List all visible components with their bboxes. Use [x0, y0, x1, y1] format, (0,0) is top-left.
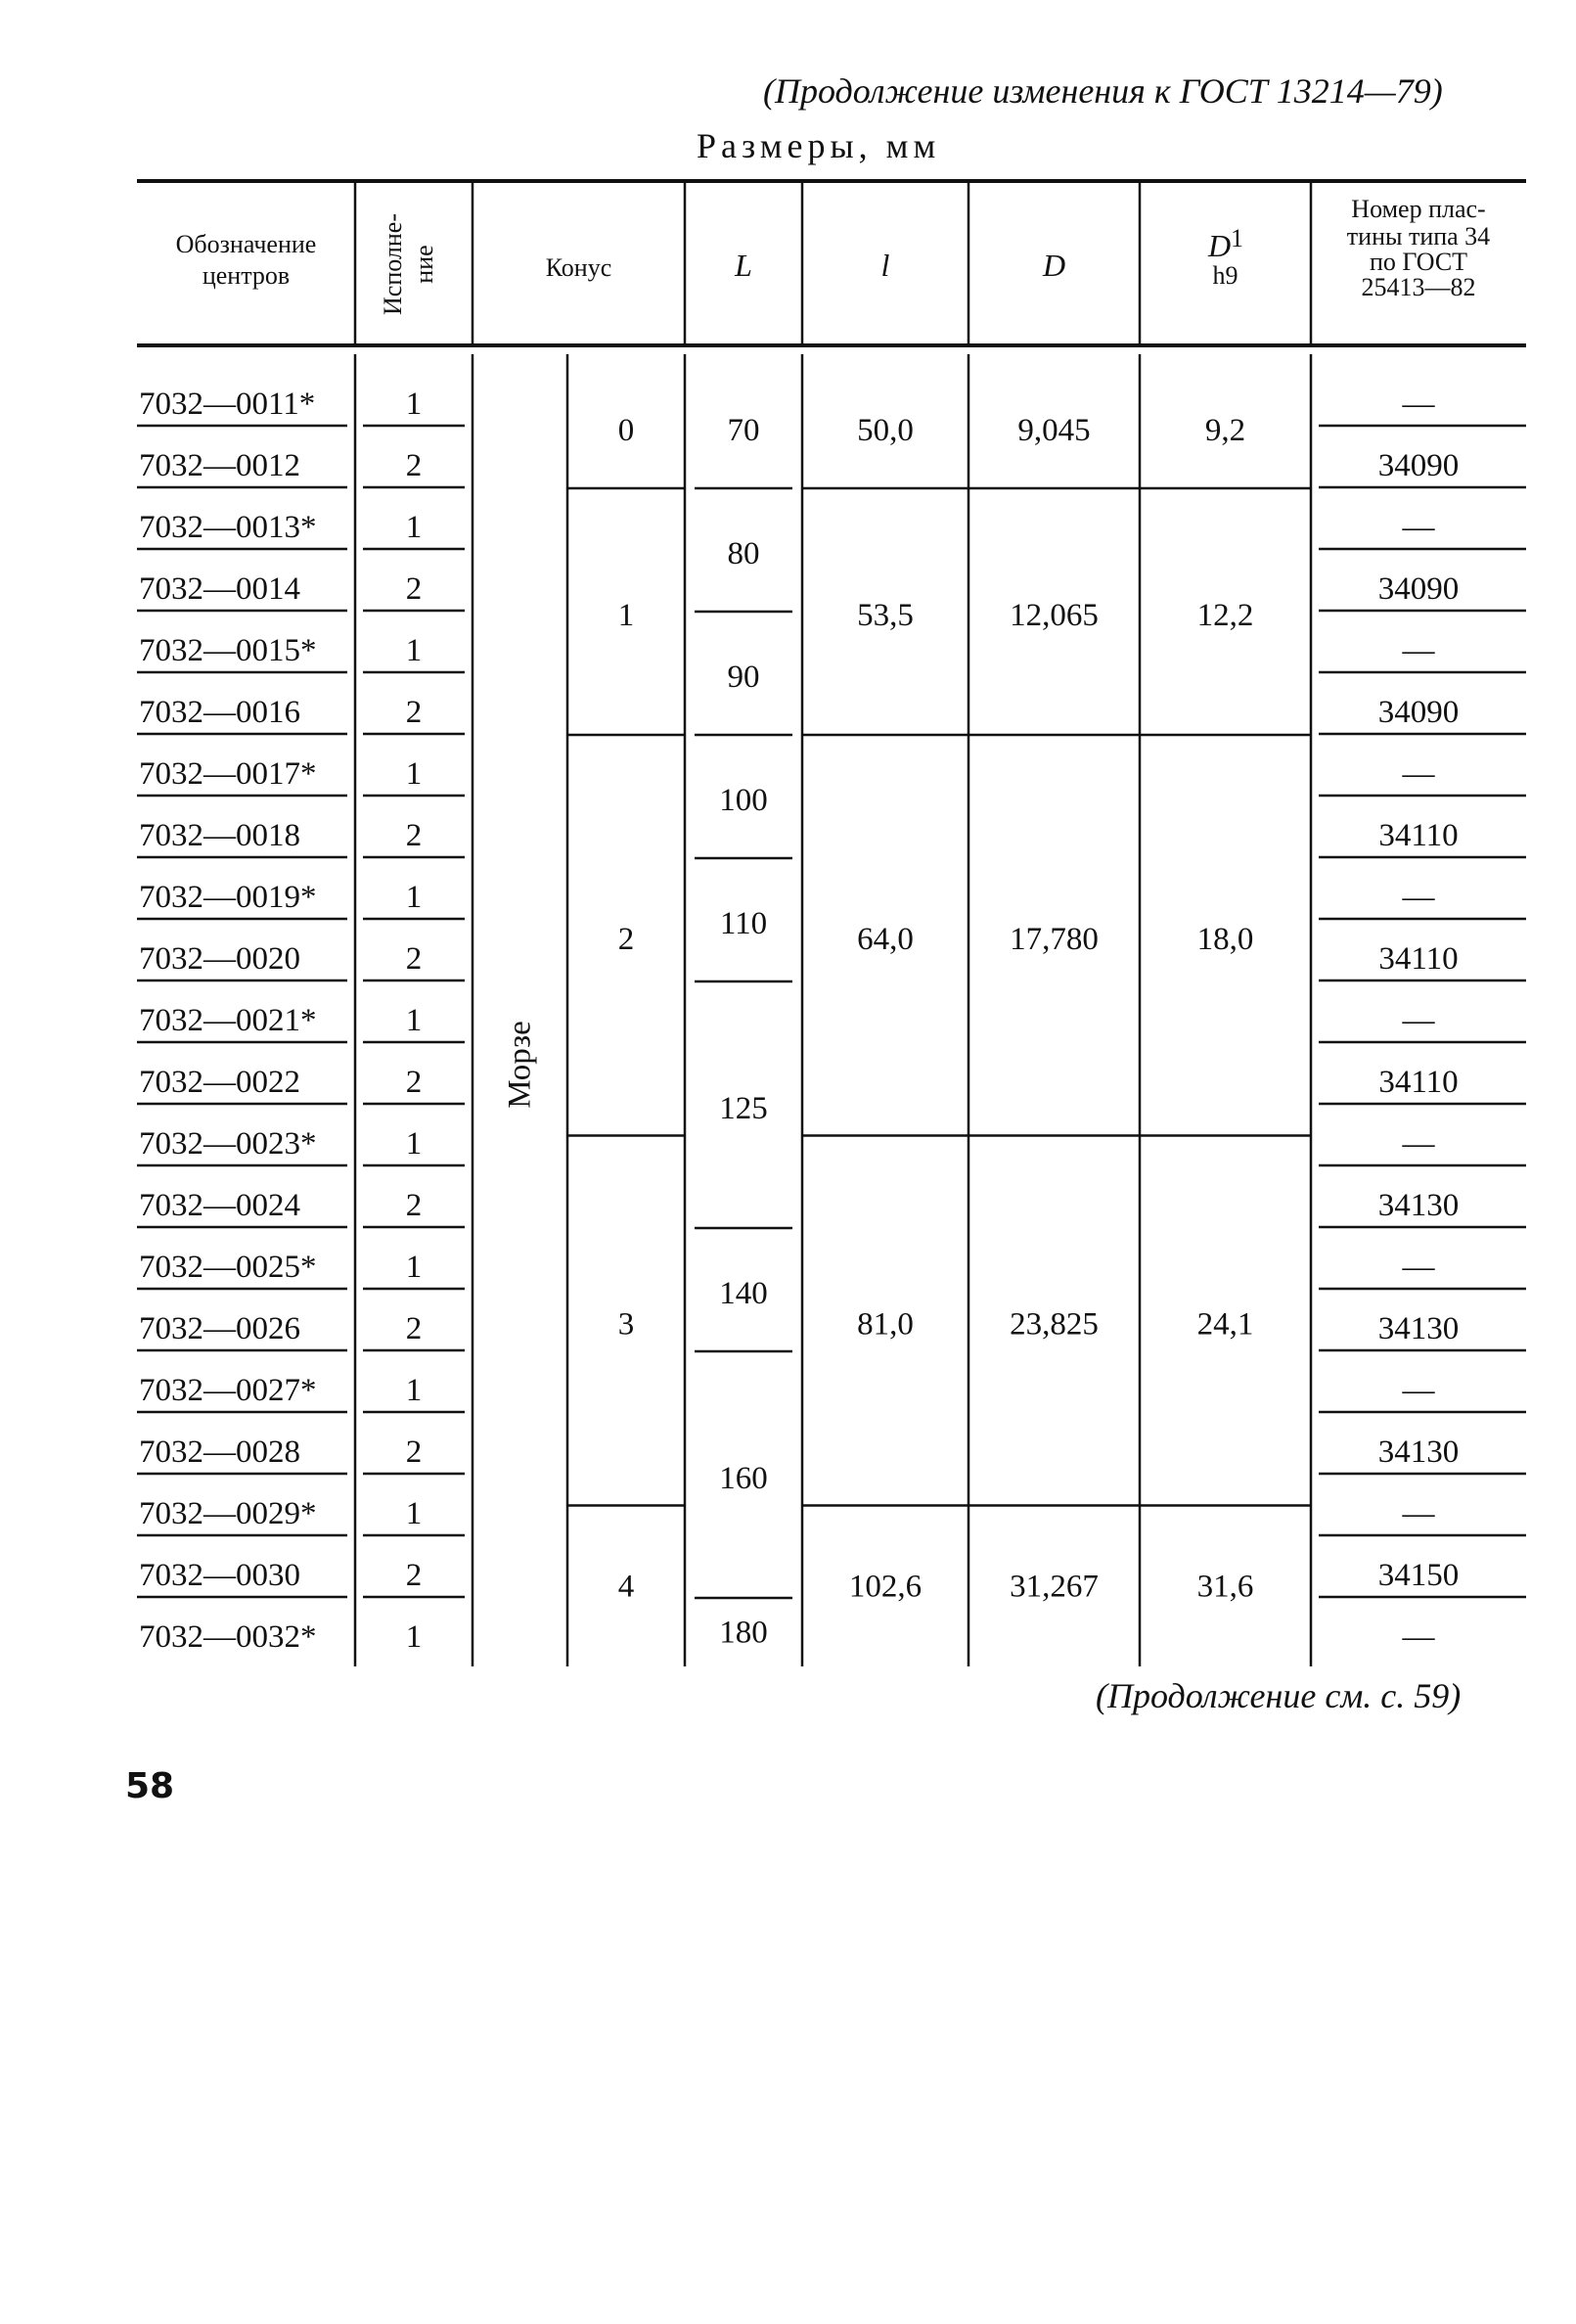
dimension-l: 81,0: [857, 1306, 914, 1343]
dimension-D: 17,780: [1010, 921, 1099, 957]
units-title: Размеры, мм: [697, 126, 941, 165]
table-row-version: 1: [405, 633, 423, 668]
table-row-plate: —: [1402, 633, 1435, 668]
col-header-designation: Обозначение: [175, 230, 317, 258]
table-row-version: 2: [405, 1188, 423, 1223]
table-row-version: 1: [405, 756, 423, 792]
dimension-L: 125: [719, 1091, 768, 1126]
table-row-plate: 34130: [1377, 1311, 1460, 1346]
cone-number: 1: [617, 598, 635, 633]
dimension-L: 160: [719, 1461, 768, 1496]
table-row-plate: —: [1402, 1373, 1435, 1408]
table-row-plate: —: [1402, 1126, 1435, 1162]
table-row-version: 2: [405, 695, 423, 730]
dimension-D1: 12,2: [1196, 598, 1254, 633]
dimension-L: 70: [727, 413, 760, 448]
table-row-version: 2: [405, 571, 423, 607]
table-row-version: 1: [405, 1250, 423, 1285]
col-header-D1: h9: [1212, 261, 1238, 290]
col-header-version: ние: [410, 245, 438, 284]
table-row-designation: 7032—0030: [139, 1558, 300, 1593]
col-header-cone: Конус: [545, 253, 612, 282]
col-header-designation: центров: [202, 261, 291, 290]
table-row-version: 1: [405, 880, 423, 915]
dimension-D1: 24,1: [1196, 1306, 1254, 1343]
dimension-D1: 9,2: [1204, 413, 1246, 448]
dimension-D1: 18,0: [1196, 921, 1254, 957]
table-row-designation: 7032—0013*: [139, 510, 317, 545]
table-row-plate: 34130: [1377, 1435, 1460, 1470]
continuation-footer: (Продолжение см. с. 59): [1096, 1676, 1462, 1715]
table-row-designation: 7032—0018: [139, 818, 300, 853]
dimension-L: 110: [719, 906, 768, 941]
table-row-plate: —: [1402, 1496, 1435, 1531]
col-header-version: Исполне-: [379, 213, 407, 315]
col-header-l: l: [880, 248, 890, 283]
dimension-l: 64,0: [857, 921, 914, 957]
table-row-designation: 7032—0029*: [139, 1496, 317, 1531]
table-row-version: 2: [405, 1311, 423, 1346]
table-row-designation: 7032—0015*: [139, 633, 317, 668]
col-header-plate: тины типа 34: [1346, 222, 1491, 251]
table-row-plate: —: [1402, 387, 1435, 422]
dimension-l: 53,5: [857, 598, 914, 633]
table-row-designation: 7032—0016: [139, 695, 300, 730]
dimension-D: 9,045: [1017, 413, 1091, 448]
col-header-D1: D: [1207, 228, 1232, 263]
dimension-L: 90: [727, 660, 760, 695]
continuation-header: (Продолжение изменения к ГОСТ 13214—79): [763, 71, 1443, 111]
table-row-version: 2: [405, 1435, 423, 1470]
table-row-version: 2: [405, 448, 423, 483]
table-row-designation: 7032—0017*: [139, 756, 317, 792]
table-row-plate: —: [1402, 756, 1435, 792]
table-row-version: 2: [405, 1558, 423, 1593]
dimension-L: 100: [719, 783, 768, 818]
table-row-version: 1: [405, 1619, 423, 1655]
table-row-version: 2: [405, 1065, 423, 1100]
table-row-designation: 7032—0028: [139, 1435, 300, 1470]
table-row-plate: —: [1402, 1003, 1435, 1038]
table-row-plate: —: [1402, 1250, 1435, 1285]
table-row-designation: 7032—0032*: [139, 1619, 317, 1655]
table-row-plate: 34110: [1378, 941, 1459, 977]
cone-number: 0: [617, 413, 635, 448]
page-number: 58: [125, 1766, 175, 1806]
col-header-L: L: [735, 248, 752, 283]
table-row-version: 2: [405, 818, 423, 853]
col-header-plate: 25413—82: [1361, 273, 1476, 301]
dimension-l: 102,6: [848, 1569, 923, 1605]
dimension-l: 50,0: [857, 413, 914, 448]
table-row-designation: 7032—0011*: [139, 387, 316, 422]
table-row-plate: —: [1402, 1619, 1435, 1655]
col-header-D1: 1: [1231, 224, 1243, 252]
table-row-plate: 34110: [1378, 818, 1459, 853]
cone-number: 3: [617, 1306, 635, 1343]
table-row-designation: 7032—0024: [139, 1188, 300, 1223]
dimension-L: 80: [727, 536, 760, 571]
table-row-designation: 7032—0020: [139, 941, 300, 977]
cone-number: 2: [617, 921, 635, 957]
dimension-D1: 31,6: [1196, 1569, 1254, 1605]
table-row-version: 2: [405, 941, 423, 977]
dimension-L: 180: [719, 1615, 768, 1651]
table-row-plate: 34150: [1377, 1558, 1460, 1593]
table-row-designation: 7032—0014: [139, 571, 300, 607]
table-row-plate: —: [1402, 880, 1435, 915]
table-row-designation: 7032—0021*: [139, 1003, 317, 1038]
col-header-plate: по ГОСТ: [1369, 248, 1468, 276]
table-row-plate: 34130: [1377, 1188, 1460, 1223]
table-row-plate: 34110: [1378, 1065, 1459, 1100]
table-row-plate: 34090: [1377, 571, 1460, 607]
cone-number: 4: [617, 1569, 635, 1605]
table-row-version: 1: [405, 1126, 423, 1162]
table-row-plate: 34090: [1377, 695, 1460, 730]
table-row-designation: 7032—0019*: [139, 880, 317, 915]
col-header-plate: Номер плас-: [1351, 195, 1486, 223]
table-row-designation: 7032—0026: [139, 1311, 300, 1346]
dimension-D: 23,825: [1010, 1306, 1099, 1343]
col-header-D: D: [1042, 248, 1066, 283]
table-row-version: 1: [405, 387, 423, 422]
table-row-version: 1: [405, 510, 423, 545]
dimension-L: 140: [719, 1276, 768, 1311]
table-row-plate: 34090: [1377, 448, 1460, 483]
table-row-version: 1: [405, 1496, 423, 1531]
table-row-designation: 7032—0022: [139, 1065, 300, 1100]
table-row-version: 1: [405, 1003, 423, 1038]
table-row-plate: —: [1402, 510, 1435, 545]
cone-type-morse: Морзе: [502, 1021, 538, 1109]
table-row-designation: 7032—0023*: [139, 1126, 317, 1162]
dimension-D: 12,065: [1010, 598, 1099, 633]
dimension-D: 31,267: [1010, 1569, 1099, 1605]
table-row-designation: 7032—0012: [139, 448, 300, 483]
table-row-designation: 7032—0025*: [139, 1250, 317, 1285]
table-row-version: 1: [405, 1373, 423, 1408]
table-row-designation: 7032—0027*: [139, 1373, 317, 1408]
